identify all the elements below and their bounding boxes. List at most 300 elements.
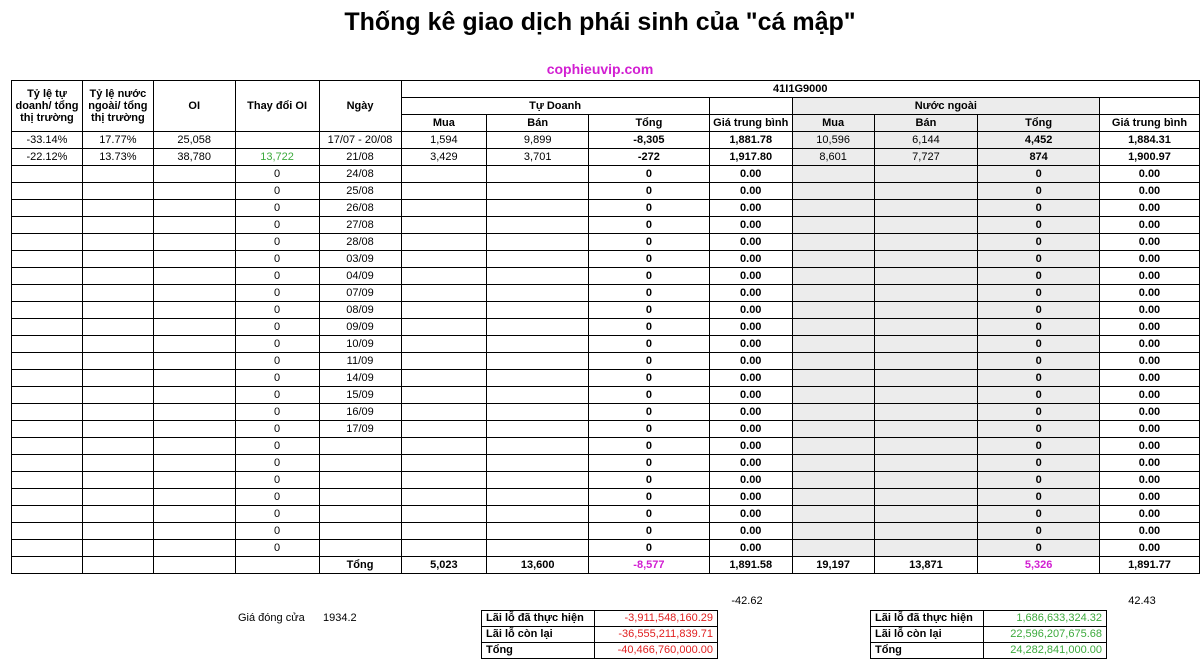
cell-nn-tong: 0 bbox=[978, 166, 1100, 183]
cell-td-gia: 0.00 bbox=[709, 404, 792, 421]
cell-ty-le-nuoc-ngoai bbox=[82, 506, 153, 523]
cell-td-ban bbox=[487, 336, 589, 353]
table-row bbox=[12, 455, 1200, 472]
cell-oi bbox=[153, 217, 235, 234]
cell-td-ban bbox=[487, 421, 589, 438]
header-nuoc-ngoai: Nước ngoài bbox=[792, 98, 1099, 115]
totals-label: Tổng bbox=[319, 557, 401, 574]
header-nn-gia: Giá trung bình bbox=[1099, 115, 1199, 132]
cell-nn-mua bbox=[792, 421, 874, 438]
cell-td-tong: 0 bbox=[589, 302, 710, 319]
pl-td-total: -40,466,760,000.00 bbox=[595, 643, 718, 659]
cell-ngay: 17/09 bbox=[319, 421, 401, 438]
cell-td-mua bbox=[401, 506, 487, 523]
table-row bbox=[12, 149, 1200, 166]
cell-ngay: 26/08 bbox=[319, 200, 401, 217]
cell-nn-gia: 1,900.97 bbox=[1099, 149, 1199, 166]
cell-ty-le-tu-doanh bbox=[12, 523, 83, 540]
cell-oi bbox=[153, 370, 235, 387]
cell-td-tong: 0 bbox=[589, 200, 710, 217]
cell-td-gia: 1,917.80 bbox=[709, 149, 792, 166]
pl-tu-doanh bbox=[481, 610, 718, 659]
cell-ty-le-nuoc-ngoai bbox=[82, 404, 153, 421]
cell-nn-mua bbox=[792, 166, 874, 183]
cell-td-tong: 0 bbox=[589, 285, 710, 302]
cell-nn-tong: 0 bbox=[978, 353, 1100, 370]
cell-oi bbox=[153, 455, 235, 472]
cell-thay-doi-oi: 0 bbox=[235, 285, 319, 302]
cell-td-ban: 9,899 bbox=[487, 132, 589, 149]
cell-ty-le-nuoc-ngoai bbox=[82, 217, 153, 234]
cell-td-mua bbox=[401, 489, 487, 506]
cell-oi bbox=[153, 472, 235, 489]
cell-nn-mua bbox=[792, 404, 874, 421]
cell-nn-mua bbox=[792, 302, 874, 319]
cell-td-tong: 0 bbox=[589, 217, 710, 234]
cell-oi bbox=[153, 540, 235, 557]
cell-oi bbox=[153, 489, 235, 506]
cell-ty-le-tu-doanh bbox=[12, 455, 83, 472]
cell-td-tong: 0 bbox=[589, 438, 710, 455]
cell-td-mua bbox=[401, 387, 487, 404]
cell-nn-mua bbox=[792, 251, 874, 268]
pl-nn-total-label: Tổng bbox=[871, 643, 984, 659]
pl-td-realized: -3,911,548,160.29 bbox=[595, 611, 718, 627]
cell-td-ban bbox=[487, 353, 589, 370]
header-spacer bbox=[709, 98, 792, 115]
cell-ty-le-nuoc-ngoai: 13.73% bbox=[82, 149, 153, 166]
cell-ngay: 03/09 bbox=[319, 251, 401, 268]
cell-nn-gia: 0.00 bbox=[1099, 166, 1199, 183]
cell-thay-doi-oi: 0 bbox=[235, 455, 319, 472]
total-td-tong: -8,577 bbox=[589, 557, 710, 574]
cell-thay-doi-oi: 0 bbox=[235, 353, 319, 370]
cell-thay-doi-oi: 0 bbox=[235, 387, 319, 404]
cell-ty-le-nuoc-ngoai bbox=[82, 421, 153, 438]
cell-thay-doi-oi bbox=[235, 132, 319, 149]
cell-ty-le-nuoc-ngoai bbox=[82, 251, 153, 268]
cell-ty-le-tu-doanh bbox=[12, 302, 83, 319]
cell-td-tong: -8,305 bbox=[589, 132, 710, 149]
cell-nn-ban: 7,727 bbox=[874, 149, 978, 166]
cell-ty-le-nuoc-ngoai bbox=[82, 302, 153, 319]
table-row bbox=[12, 370, 1200, 387]
cell-nn-mua bbox=[792, 336, 874, 353]
cell-td-ban bbox=[487, 404, 589, 421]
cell-ngay bbox=[319, 540, 401, 557]
cell-nn-ban bbox=[874, 404, 978, 421]
cell-nn-mua bbox=[792, 472, 874, 489]
cell-oi bbox=[153, 285, 235, 302]
cell-ty-le-tu-doanh bbox=[12, 404, 83, 421]
cell-td-gia: 0.00 bbox=[709, 455, 792, 472]
cell-nn-tong: 0 bbox=[978, 472, 1100, 489]
cell-nn-gia: 0.00 bbox=[1099, 455, 1199, 472]
cell-nn-mua bbox=[792, 200, 874, 217]
cell-nn-ban bbox=[874, 302, 978, 319]
cell-td-ban bbox=[487, 251, 589, 268]
cell-ngay: 17/07 - 20/08 bbox=[319, 132, 401, 149]
cell-ty-le-nuoc-ngoai bbox=[82, 336, 153, 353]
cell-td-tong: 0 bbox=[589, 540, 710, 557]
empty-cell bbox=[153, 557, 235, 574]
header-nn-mua: Mua bbox=[792, 115, 874, 132]
cell-nn-ban bbox=[874, 166, 978, 183]
cell-oi bbox=[153, 302, 235, 319]
cell-td-gia: 0.00 bbox=[709, 336, 792, 353]
cell-td-tong: 0 bbox=[589, 421, 710, 438]
cell-nn-gia: 0.00 bbox=[1099, 251, 1199, 268]
cell-td-mua bbox=[401, 421, 487, 438]
total-td-mua: 5,023 bbox=[401, 557, 487, 574]
cell-nn-ban bbox=[874, 336, 978, 353]
cell-ty-le-nuoc-ngoai bbox=[82, 285, 153, 302]
cell-td-gia: 0.00 bbox=[709, 472, 792, 489]
cell-td-ban bbox=[487, 387, 589, 404]
table-row bbox=[12, 523, 1200, 540]
cell-thay-doi-oi: 0 bbox=[235, 540, 319, 557]
cell-nn-mua bbox=[792, 540, 874, 557]
cell-thay-doi-oi: 0 bbox=[235, 506, 319, 523]
pl-nn-remaining-label: Lãi lỗ còn lại bbox=[871, 627, 984, 643]
cell-thay-doi-oi: 0 bbox=[235, 200, 319, 217]
table-row bbox=[12, 540, 1200, 557]
close-price-label: Giá đóng cửa bbox=[238, 612, 305, 624]
header-ty-le-tu-doanh: Tỷ lệ tự doanh/ tổng thị trường bbox=[12, 81, 83, 132]
cell-td-tong: 0 bbox=[589, 336, 710, 353]
table-row bbox=[12, 472, 1200, 489]
cell-nn-tong: 0 bbox=[978, 404, 1100, 421]
cell-td-gia: 0.00 bbox=[709, 506, 792, 523]
cell-ty-le-tu-doanh bbox=[12, 370, 83, 387]
cell-ngay: 24/08 bbox=[319, 166, 401, 183]
table-row bbox=[12, 285, 1200, 302]
cell-nn-ban bbox=[874, 285, 978, 302]
cell-ty-le-nuoc-ngoai bbox=[82, 319, 153, 336]
cell-oi bbox=[153, 268, 235, 285]
cell-nn-gia: 0.00 bbox=[1099, 217, 1199, 234]
pl-nn-realized-label: Lãi lỗ đã thực hiện bbox=[871, 611, 984, 627]
total-nn-mua: 19,197 bbox=[792, 557, 874, 574]
cell-ngay: 08/09 bbox=[319, 302, 401, 319]
table-body bbox=[12, 132, 1200, 557]
cell-td-gia: 0.00 bbox=[709, 387, 792, 404]
cell-nn-ban bbox=[874, 217, 978, 234]
cell-nn-tong: 0 bbox=[978, 234, 1100, 251]
cell-td-ban bbox=[487, 489, 589, 506]
cell-oi bbox=[153, 251, 235, 268]
cell-nn-tong: 0 bbox=[978, 489, 1100, 506]
cell-nn-gia: 0.00 bbox=[1099, 421, 1199, 438]
cell-nn-ban bbox=[874, 506, 978, 523]
cell-ngay: 11/09 bbox=[319, 353, 401, 370]
cell-td-mua bbox=[401, 285, 487, 302]
diff-tu-doanh: -42.62 bbox=[731, 595, 763, 607]
empty-cell bbox=[82, 557, 153, 574]
cell-nn-mua: 8,601 bbox=[792, 149, 874, 166]
cell-td-mua bbox=[401, 353, 487, 370]
cell-oi bbox=[153, 336, 235, 353]
cell-oi bbox=[153, 404, 235, 421]
derivatives-table bbox=[11, 80, 1200, 574]
cell-td-ban: 3,701 bbox=[487, 149, 589, 166]
cell-nn-tong: 0 bbox=[978, 387, 1100, 404]
table-row bbox=[12, 166, 1200, 183]
total-nn-ban: 13,871 bbox=[874, 557, 978, 574]
cell-td-gia: 0.00 bbox=[709, 268, 792, 285]
cell-nn-gia: 0.00 bbox=[1099, 200, 1199, 217]
cell-td-tong: 0 bbox=[589, 353, 710, 370]
cell-oi bbox=[153, 234, 235, 251]
cell-nn-ban bbox=[874, 234, 978, 251]
cell-td-mua bbox=[401, 438, 487, 455]
cell-nn-mua bbox=[792, 234, 874, 251]
cell-nn-gia: 0.00 bbox=[1099, 438, 1199, 455]
cell-td-ban bbox=[487, 455, 589, 472]
cell-nn-tong: 0 bbox=[978, 455, 1100, 472]
cell-thay-doi-oi: 0 bbox=[235, 438, 319, 455]
cell-ty-le-nuoc-ngoai bbox=[82, 200, 153, 217]
total-nn-tong: 5,326 bbox=[978, 557, 1100, 574]
diff-nuoc-ngoai: 42.43 bbox=[1128, 595, 1156, 607]
header-td-tong: Tổng bbox=[589, 115, 710, 132]
cell-td-tong: 0 bbox=[589, 455, 710, 472]
cell-td-mua bbox=[401, 217, 487, 234]
cell-td-gia: 0.00 bbox=[709, 217, 792, 234]
cell-td-tong: 0 bbox=[589, 183, 710, 200]
cell-td-mua bbox=[401, 523, 487, 540]
cell-nn-gia: 0.00 bbox=[1099, 285, 1199, 302]
cell-oi bbox=[153, 183, 235, 200]
cell-nn-ban bbox=[874, 523, 978, 540]
cell-td-mua bbox=[401, 200, 487, 217]
cell-td-ban bbox=[487, 438, 589, 455]
cell-nn-mua bbox=[792, 489, 874, 506]
cell-nn-mua bbox=[792, 285, 874, 302]
cell-td-tong: -272 bbox=[589, 149, 710, 166]
cell-oi bbox=[153, 421, 235, 438]
cell-nn-gia: 0.00 bbox=[1099, 472, 1199, 489]
cell-thay-doi-oi: 0 bbox=[235, 421, 319, 438]
table-row bbox=[12, 217, 1200, 234]
pl-td-remaining: -36,555,211,839.71 bbox=[595, 627, 718, 643]
cell-ty-le-nuoc-ngoai bbox=[82, 370, 153, 387]
cell-td-mua bbox=[401, 302, 487, 319]
cell-nn-gia: 0.00 bbox=[1099, 268, 1199, 285]
cell-ty-le-nuoc-ngoai bbox=[82, 489, 153, 506]
cell-thay-doi-oi: 13,722 bbox=[235, 149, 319, 166]
empty-cell bbox=[235, 557, 319, 574]
cell-td-ban bbox=[487, 302, 589, 319]
cell-td-ban bbox=[487, 166, 589, 183]
cell-nn-mua: 10,596 bbox=[792, 132, 874, 149]
cell-nn-tong: 0 bbox=[978, 523, 1100, 540]
cell-td-gia: 0.00 bbox=[709, 540, 792, 557]
cell-td-tong: 0 bbox=[589, 166, 710, 183]
cell-oi bbox=[153, 438, 235, 455]
header-oi: OI bbox=[153, 81, 235, 132]
cell-td-ban bbox=[487, 234, 589, 251]
cell-ty-le-nuoc-ngoai bbox=[82, 234, 153, 251]
table-row bbox=[12, 183, 1200, 200]
cell-nn-gia: 0.00 bbox=[1099, 506, 1199, 523]
cell-nn-ban bbox=[874, 540, 978, 557]
cell-nn-gia: 0.00 bbox=[1099, 336, 1199, 353]
cell-ngay: 25/08 bbox=[319, 183, 401, 200]
cell-ngay: 28/08 bbox=[319, 234, 401, 251]
cell-ty-le-tu-doanh bbox=[12, 506, 83, 523]
cell-nn-gia: 0.00 bbox=[1099, 387, 1199, 404]
cell-nn-gia: 0.00 bbox=[1099, 404, 1199, 421]
cell-nn-mua bbox=[792, 438, 874, 455]
cell-thay-doi-oi: 0 bbox=[235, 523, 319, 540]
cell-td-tong: 0 bbox=[589, 489, 710, 506]
cell-nn-gia: 0.00 bbox=[1099, 353, 1199, 370]
cell-td-tong: 0 bbox=[589, 387, 710, 404]
cell-td-mua bbox=[401, 251, 487, 268]
cell-td-ban bbox=[487, 370, 589, 387]
cell-thay-doi-oi: 0 bbox=[235, 217, 319, 234]
cell-nn-tong: 4,452 bbox=[978, 132, 1100, 149]
cell-ngay bbox=[319, 455, 401, 472]
page-title: Thống kê giao dịch phái sinh của "cá mập" bbox=[344, 8, 856, 36]
cell-nn-mua bbox=[792, 370, 874, 387]
cell-ty-le-tu-doanh bbox=[12, 319, 83, 336]
table-row bbox=[12, 302, 1200, 319]
cell-nn-ban bbox=[874, 251, 978, 268]
pl-td-remaining-label: Lãi lỗ còn lại bbox=[482, 627, 595, 643]
site-link[interactable]: cophieuvip.com bbox=[546, 61, 654, 77]
table-row bbox=[12, 489, 1200, 506]
cell-nn-ban bbox=[874, 200, 978, 217]
total-nn-gia: 1,891.77 bbox=[1099, 557, 1199, 574]
cell-thay-doi-oi: 0 bbox=[235, 183, 319, 200]
cell-ty-le-tu-doanh bbox=[12, 268, 83, 285]
cell-td-mua bbox=[401, 540, 487, 557]
cell-ty-le-nuoc-ngoai bbox=[82, 268, 153, 285]
cell-ty-le-nuoc-ngoai bbox=[82, 472, 153, 489]
cell-td-ban bbox=[487, 268, 589, 285]
cell-ty-le-tu-doanh bbox=[12, 438, 83, 455]
cell-ty-le-tu-doanh: -33.14% bbox=[12, 132, 83, 149]
cell-td-ban bbox=[487, 319, 589, 336]
cell-td-gia: 0.00 bbox=[709, 285, 792, 302]
cell-nn-ban bbox=[874, 387, 978, 404]
cell-nn-mua bbox=[792, 523, 874, 540]
cell-td-gia: 0.00 bbox=[709, 166, 792, 183]
cell-oi bbox=[153, 319, 235, 336]
cell-oi: 38,780 bbox=[153, 149, 235, 166]
cell-td-tong: 0 bbox=[589, 404, 710, 421]
cell-ngay: 14/09 bbox=[319, 370, 401, 387]
cell-ty-le-tu-doanh: -22.12% bbox=[12, 149, 83, 166]
cell-nn-tong: 0 bbox=[978, 319, 1100, 336]
cell-ngay bbox=[319, 438, 401, 455]
cell-td-tong: 0 bbox=[589, 506, 710, 523]
cell-td-gia: 0.00 bbox=[709, 200, 792, 217]
cell-nn-tong: 0 bbox=[978, 370, 1100, 387]
cell-thay-doi-oi: 0 bbox=[235, 404, 319, 421]
cell-oi bbox=[153, 523, 235, 540]
table-row bbox=[12, 132, 1200, 149]
cell-ngay: 07/09 bbox=[319, 285, 401, 302]
cell-nn-tong: 0 bbox=[978, 285, 1100, 302]
header-nn-ban: Bán bbox=[874, 115, 978, 132]
cell-ty-le-tu-doanh bbox=[12, 183, 83, 200]
header-tu-doanh: Tự Doanh bbox=[401, 98, 709, 115]
cell-oi bbox=[153, 200, 235, 217]
cell-ngay bbox=[319, 506, 401, 523]
cell-ty-le-nuoc-ngoai bbox=[82, 166, 153, 183]
cell-nn-ban: 6,144 bbox=[874, 132, 978, 149]
cell-nn-mua bbox=[792, 268, 874, 285]
cell-thay-doi-oi: 0 bbox=[235, 472, 319, 489]
cell-nn-tong: 0 bbox=[978, 438, 1100, 455]
cell-ngay: 16/09 bbox=[319, 404, 401, 421]
header-contract: 41I1G9000 bbox=[401, 81, 1200, 98]
cell-nn-gia: 0.00 bbox=[1099, 183, 1199, 200]
cell-ty-le-nuoc-ngoai bbox=[82, 183, 153, 200]
cell-td-mua bbox=[401, 268, 487, 285]
cell-td-gia: 0.00 bbox=[709, 353, 792, 370]
cell-ty-le-tu-doanh bbox=[12, 285, 83, 302]
cell-td-gia: 0.00 bbox=[709, 370, 792, 387]
pl-td-realized-label: Lãi lỗ đã thực hiện bbox=[482, 611, 595, 627]
cell-td-mua bbox=[401, 370, 487, 387]
cell-oi bbox=[153, 353, 235, 370]
cell-ngay bbox=[319, 489, 401, 506]
cell-oi: 25,058 bbox=[153, 132, 235, 149]
total-td-gia: 1,891.58 bbox=[709, 557, 792, 574]
cell-nn-mua bbox=[792, 319, 874, 336]
cell-ty-le-nuoc-ngoai bbox=[82, 438, 153, 455]
cell-td-gia: 0.00 bbox=[709, 421, 792, 438]
cell-ty-le-tu-doanh bbox=[12, 251, 83, 268]
table-row bbox=[12, 438, 1200, 455]
cell-ty-le-tu-doanh bbox=[12, 353, 83, 370]
close-price-value: 1934.2 bbox=[323, 612, 357, 624]
cell-nn-gia: 0.00 bbox=[1099, 370, 1199, 387]
cell-nn-mua bbox=[792, 506, 874, 523]
cell-nn-gia: 0.00 bbox=[1099, 234, 1199, 251]
cell-ty-le-tu-doanh bbox=[12, 336, 83, 353]
cell-nn-mua bbox=[792, 387, 874, 404]
cell-td-mua bbox=[401, 166, 487, 183]
cell-td-ban bbox=[487, 217, 589, 234]
cell-thay-doi-oi: 0 bbox=[235, 336, 319, 353]
pl-nn-remaining: 22,596,207,675.68 bbox=[984, 627, 1107, 643]
cell-td-gia: 0.00 bbox=[709, 438, 792, 455]
table-row bbox=[12, 234, 1200, 251]
cell-thay-doi-oi: 0 bbox=[235, 319, 319, 336]
header-td-mua: Mua bbox=[401, 115, 487, 132]
cell-nn-tong: 0 bbox=[978, 217, 1100, 234]
pl-nn-realized: 1,686,633,324.32 bbox=[984, 611, 1107, 627]
cell-td-tong: 0 bbox=[589, 523, 710, 540]
cell-td-mua: 1,594 bbox=[401, 132, 487, 149]
cell-ty-le-tu-doanh bbox=[12, 166, 83, 183]
header-td-ban: Bán bbox=[487, 115, 589, 132]
cell-ty-le-nuoc-ngoai bbox=[82, 540, 153, 557]
cell-thay-doi-oi: 0 bbox=[235, 234, 319, 251]
cell-nn-gia: 0.00 bbox=[1099, 489, 1199, 506]
cell-nn-tong: 0 bbox=[978, 302, 1100, 319]
cell-nn-ban bbox=[874, 455, 978, 472]
cell-td-tong: 0 bbox=[589, 319, 710, 336]
cell-nn-ban bbox=[874, 183, 978, 200]
cell-td-gia: 0.00 bbox=[709, 251, 792, 268]
cell-nn-ban bbox=[874, 370, 978, 387]
